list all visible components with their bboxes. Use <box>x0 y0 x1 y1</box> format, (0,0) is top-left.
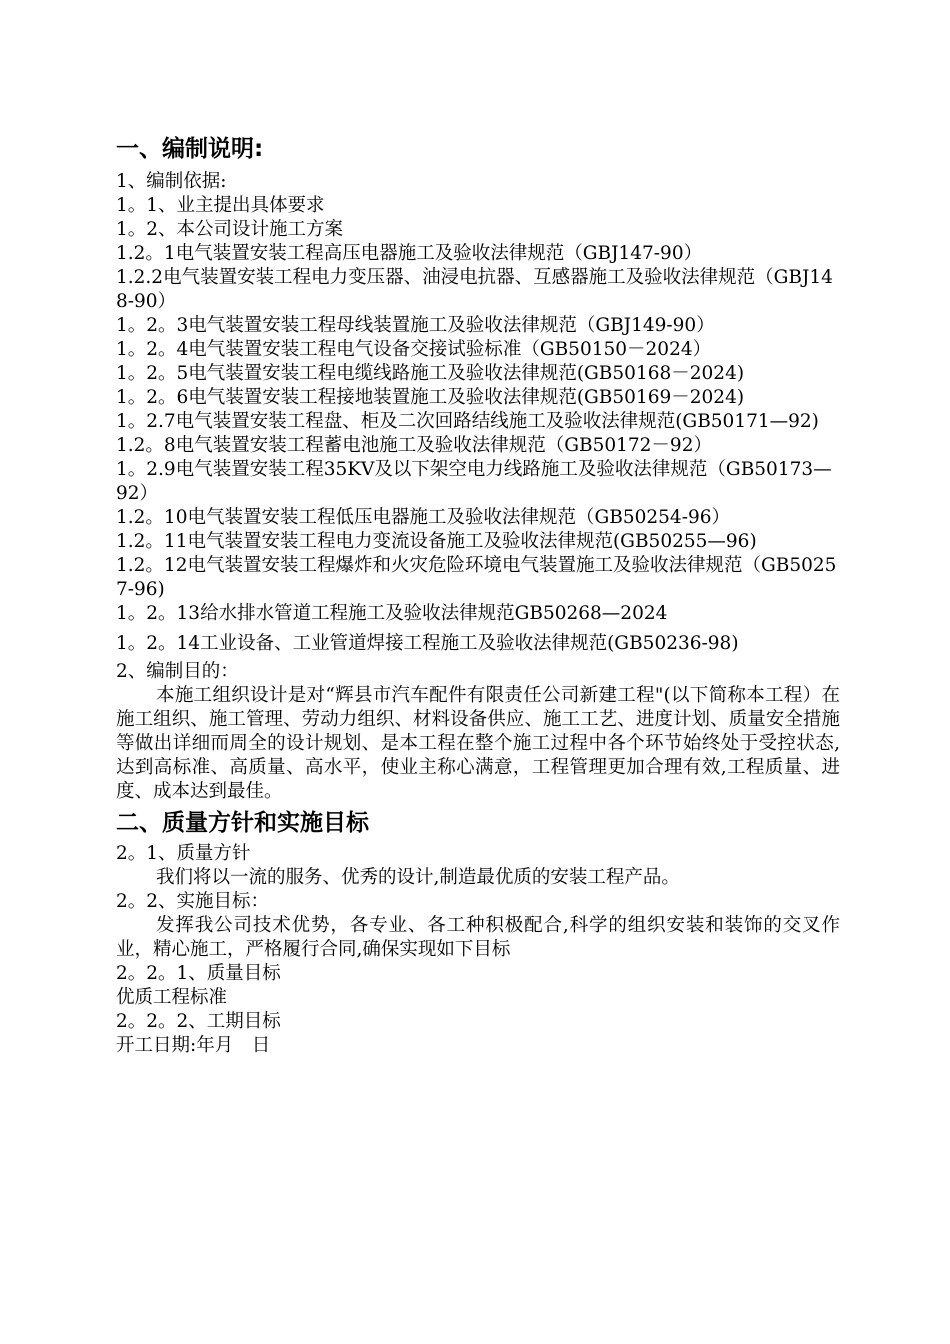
target-title: 2。2、实施目标： <box>116 891 270 912</box>
purpose-title: 2、编制目的： <box>116 661 239 682</box>
quality-goal-title: 2。2。1、质量目标 <box>116 963 281 984</box>
basis-list <box>116 194 840 656</box>
list-item: 1。2.7电气装置安装工程盘、柜及二次回路结线施工及验收法律规范(GB50171—92) <box>116 411 819 432</box>
list-item: 1。2.9电气装置安装工程35KV及以下架空电力线路施工及验收法律规范（GB50173—92） <box>116 459 832 504</box>
list-item: 1。2。3电气装置安装工程母线装置施工及验收法律规范（GBJ149-90） <box>116 315 715 336</box>
start-date: 开工日期:年月 日 <box>116 1035 271 1056</box>
document-body <box>116 132 840 1058</box>
quality-goal-value: 优质工程标准 <box>116 987 228 1008</box>
basis-title: 1、编制依据: <box>116 171 227 192</box>
list-item: 1。2。6电气装置安装工程接地装置施工及验收法律规范(GB50169－2024) <box>116 387 745 408</box>
list-item: 1.2。12电气装置安装工程爆炸和火灾危险环境电气装置施工及验收法律规范（GB50257-96) <box>116 555 837 600</box>
schedule-goal-title: 2。2。2、工期目标 <box>116 1011 281 1032</box>
list-item: 1.2。11电气装置安装工程电力变流设备施工及验收法律规范(GB50255—96) <box>116 531 757 552</box>
section-heading-quality: 二、质量方针和实施目标 <box>116 810 369 836</box>
list-item: 1。2。14工业设备、工业管道焊接工程施工及验收法律规范(GB50236-98) <box>116 633 739 654</box>
list-item: 1。2。4电气装置安装工程电气设备交接试验标准（GB50150－2024） <box>116 339 712 360</box>
list-item: 1。2、本公司设计施工方案 <box>116 219 344 240</box>
list-item: 1。2。13给水排水管道工程施工及验收法律规范GB50268—2024 <box>116 603 668 624</box>
list-item: 1。2。5电气装置安装工程电缆线路施工及验收法律规范(GB50168－2024) <box>116 363 745 384</box>
list-item: 1.2.2电气装置安装工程电力变压器、油浸电抗器、互感器施工及验收法律规范（GBJ148-90） <box>116 267 833 312</box>
section-heading-compilation: 一、编制说明: <box>116 136 264 162</box>
policy-paragraph: 我们将以一流的服务、优秀的设计,制造最优质的安装工程产品。 <box>156 867 680 888</box>
policy-title: 2。1、质量方针 <box>116 843 251 864</box>
list-item: 1.2。1电气装置安装工程高压电器施工及验收法律规范（GBJ147-90） <box>116 243 703 264</box>
list-item: 1。1、业主提出具体要求 <box>116 195 325 216</box>
target-paragraph: 发挥我公司技术优势，各专业、各工种积极配合,科学的组织安装和装饰的交叉作业，精心施工，严格履行合同,确保实现如下目标 <box>116 915 840 960</box>
list-item: 1.2。8电气装置安装工程蓄电池施工及验收法律规范（GB50172－92） <box>116 435 712 456</box>
purpose-paragraph: 本施工组织设计是对“辉县市汽车配件有限责任公司新建工程"(以下简称本工程）在施工组织、施工管理、劳动力组织、材料设备供应、施工工艺、进度计划、质量安全措施等做出详细而周全的设计规划、是本工程在整个施工过程中各个环节始终处于受控状态,达到高标准、高质量、高水平，使业主称心满意，工程管理更加合理有效,工程质量、进度、成本达到最佳。 <box>116 685 840 802</box>
list-item: 1.2。10电气装置安装工程低压电器施工及验收法律规范（GB50254-96） <box>116 507 730 528</box>
